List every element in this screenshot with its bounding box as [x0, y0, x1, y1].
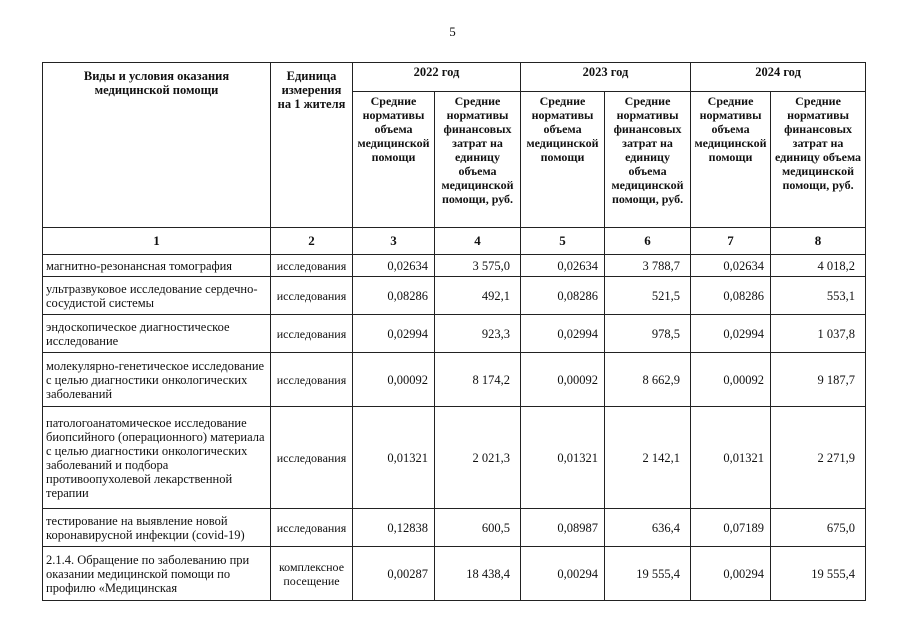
unit-cell: исследования: [271, 255, 353, 277]
unit-cell: исследования: [271, 277, 353, 315]
volume-2024: 0,08286: [691, 277, 771, 315]
table-row: [43, 353, 866, 407]
volume-2023: 0,00294: [521, 547, 605, 601]
header-cost-2023: Средние нормативы финансовых затрат на единицу объема медицинской помощи, руб.: [605, 92, 691, 228]
column-number: 4: [435, 228, 521, 255]
header-year-2024: 2024 год: [691, 63, 866, 92]
header-volume-2022: Средние нормативы объема медицинской помощи: [353, 92, 435, 228]
volume-2023: 0,08286: [521, 277, 605, 315]
service-name: 2.1.4. Обращение по заболеванию при оказании медицинской помощи по профилю «Медицинская: [43, 547, 271, 601]
volume-2022: 0,12838: [353, 509, 435, 547]
volume-2022: 0,08286: [353, 277, 435, 315]
page-number: 5: [449, 24, 456, 39]
norms-table: [42, 62, 866, 601]
table-row: [43, 277, 866, 315]
cost-2023: 3 788,7: [605, 255, 691, 277]
table-row: [43, 547, 866, 601]
cost-2024: 2 271,9: [771, 407, 866, 509]
volume-2022: 0,02994: [353, 315, 435, 353]
volume-2022: 0,00287: [353, 547, 435, 601]
cost-2024: 9 187,7: [771, 353, 866, 407]
service-name: ультразвуковое исследование сердечно-сосудистой системы: [43, 277, 271, 315]
unit-cell: комплексное посещение: [271, 547, 353, 601]
cost-2024: 4 018,2: [771, 255, 866, 277]
header-year-2023: 2023 год: [521, 63, 691, 92]
column-number: 8: [771, 228, 866, 255]
cost-2023: 8 662,9: [605, 353, 691, 407]
cost-2022: 600,5: [435, 509, 521, 547]
volume-2024: 0,07189: [691, 509, 771, 547]
header-cost-2024: Средние нормативы финансовых затрат на единицу объема медицинской помощи, руб.: [771, 92, 866, 228]
unit-cell: исследования: [271, 509, 353, 547]
table-row: [43, 255, 866, 277]
volume-2023: 0,02994: [521, 315, 605, 353]
header-service-type: Виды и условия оказания медицинской помощи: [43, 63, 271, 228]
cost-2023: 2 142,1: [605, 407, 691, 509]
header-row-years: [43, 63, 866, 92]
header-volume-2023: Средние нормативы объема медицинской помощи: [521, 92, 605, 228]
unit-cell: исследования: [271, 353, 353, 407]
header-unit: Единица измерения на 1 жителя: [271, 63, 353, 228]
service-name: тестирование на выявление новой коронавирусной инфекции (covid-19): [43, 509, 271, 547]
cost-2024: 553,1: [771, 277, 866, 315]
column-number: 7: [691, 228, 771, 255]
volume-2022: 0,02634: [353, 255, 435, 277]
volume-2023: 0,01321: [521, 407, 605, 509]
volume-2023: 0,08987: [521, 509, 605, 547]
unit-cell: исследования: [271, 315, 353, 353]
header-volume-2024: Средние нормативы объема медицинской помощи: [691, 92, 771, 228]
cost-2022: 8 174,2: [435, 353, 521, 407]
service-name: молекулярно-генетическое исследование с целью диагностики онкологических заболеваний: [43, 353, 271, 407]
cost-2024: 1 037,8: [771, 315, 866, 353]
service-name: эндоскопическое диагностическое исследование: [43, 315, 271, 353]
service-name: патологоанатомическое исследование биопсийного (операционного) материала с целью диагностики онкологических заболеваний и подбора противоопухолевой лекарственной терапии: [43, 407, 271, 509]
cost-2023: 636,4: [605, 509, 691, 547]
volume-2022: 0,01321: [353, 407, 435, 509]
volume-2024: 0,01321: [691, 407, 771, 509]
cost-2023: 978,5: [605, 315, 691, 353]
column-number: 5: [521, 228, 605, 255]
cost-2022: 923,3: [435, 315, 521, 353]
volume-2023: 0,00092: [521, 353, 605, 407]
service-name: магнитно-резонансная томография: [43, 255, 271, 277]
table-row: [43, 315, 866, 353]
volume-2024: 0,00092: [691, 353, 771, 407]
column-number: 3: [353, 228, 435, 255]
cost-2023: 19 555,4: [605, 547, 691, 601]
cost-2022: 3 575,0: [435, 255, 521, 277]
volume-2024: 0,00294: [691, 547, 771, 601]
table-row: [43, 407, 866, 509]
column-number: 1: [43, 228, 271, 255]
cost-2024: 675,0: [771, 509, 866, 547]
column-number: 2: [271, 228, 353, 255]
cost-2022: 18 438,4: [435, 547, 521, 601]
column-number-row: [43, 228, 866, 255]
volume-2024: 0,02634: [691, 255, 771, 277]
header-cost-2022: Средние нормативы финансовых затрат на единицу объема медицинской помощи, руб.: [435, 92, 521, 228]
volume-2024: 0,02994: [691, 315, 771, 353]
cost-2023: 521,5: [605, 277, 691, 315]
column-number: 6: [605, 228, 691, 255]
table-row: [43, 509, 866, 547]
cost-2024: 19 555,4: [771, 547, 866, 601]
cost-2022: 2 021,3: [435, 407, 521, 509]
unit-cell: исследования: [271, 407, 353, 509]
volume-2023: 0,02634: [521, 255, 605, 277]
header-year-2022: 2022 год: [353, 63, 521, 92]
volume-2022: 0,00092: [353, 353, 435, 407]
cost-2022: 492,1: [435, 277, 521, 315]
